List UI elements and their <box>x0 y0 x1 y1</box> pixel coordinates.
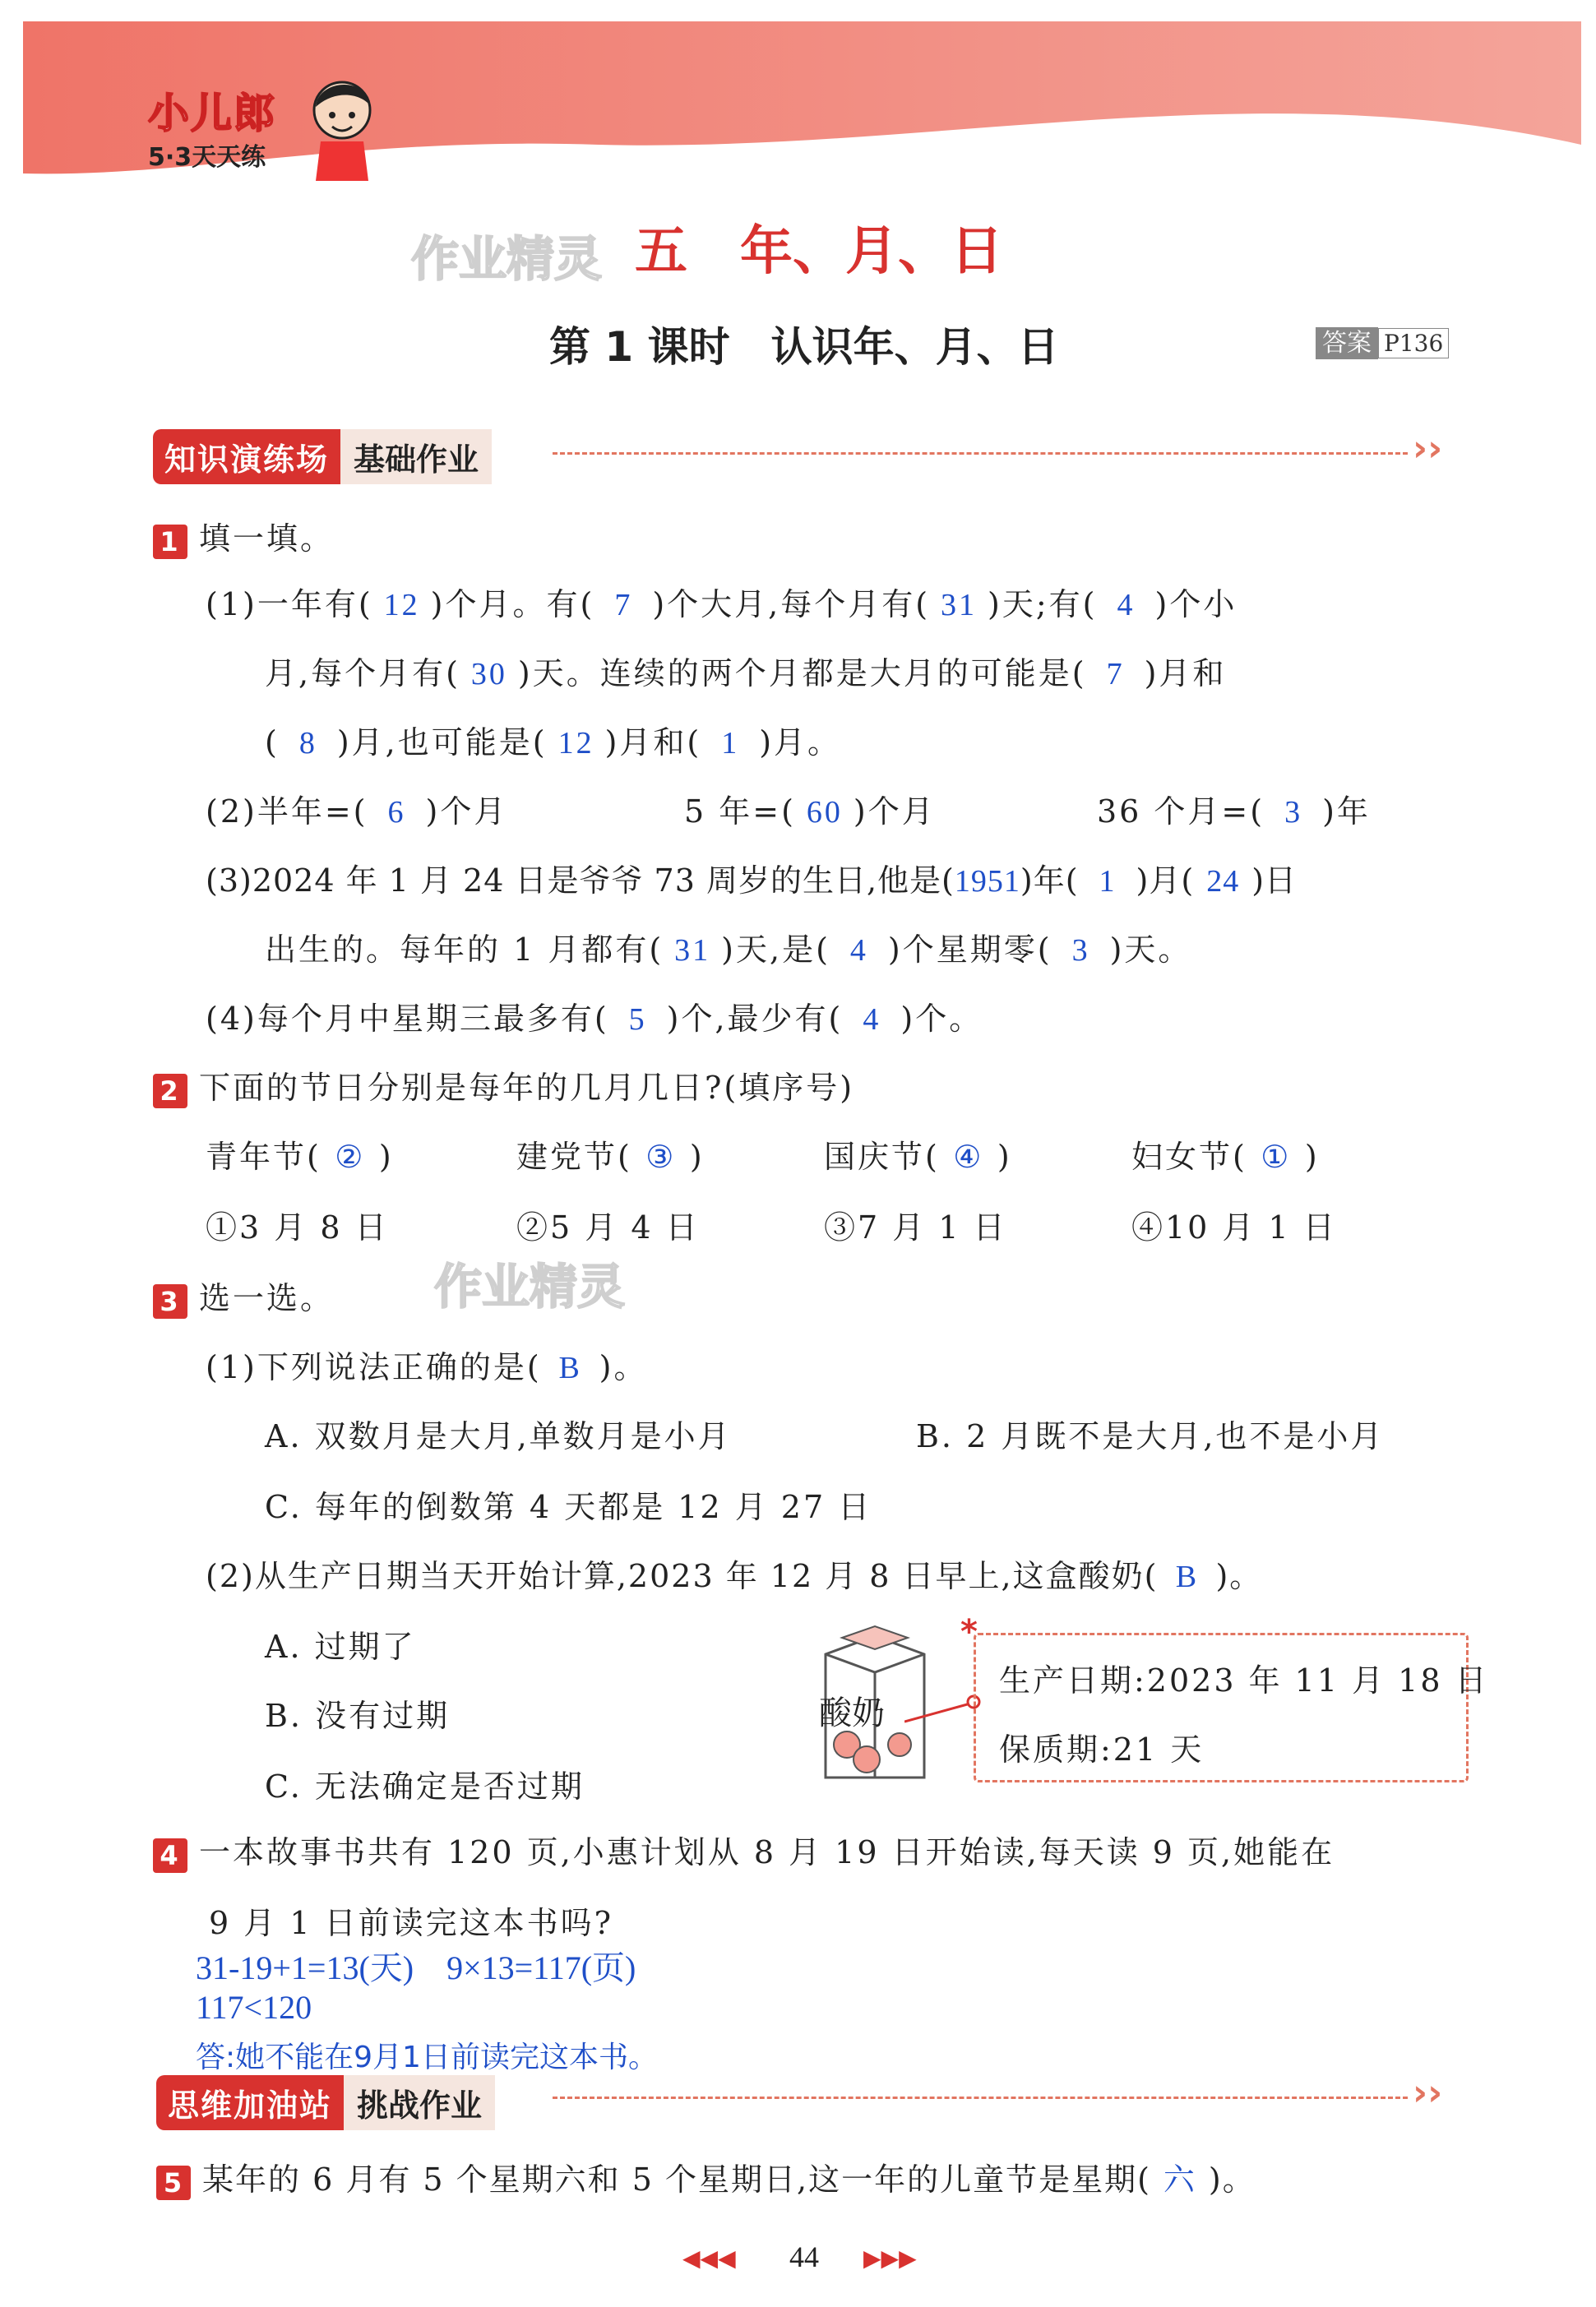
answer: 3 <box>1284 795 1303 830</box>
shelf-life: 保质期:21 天 <box>999 1731 1205 1768</box>
page-prev-arrows-icon: ◀◀◀ <box>682 2245 736 2272</box>
holiday-name: 青年节( <box>206 1139 322 1175</box>
choice-c: C. 无法确定是否过期 <box>265 1768 585 1805</box>
holiday-item <box>516 1131 705 1177</box>
text: )个大月,每个月有( <box>652 586 931 622</box>
answer: 24 <box>1206 864 1240 899</box>
answer: 1951 <box>954 864 1020 899</box>
text: )。 <box>1215 1558 1263 1594</box>
question-1-part-4 <box>206 993 983 1038</box>
holiday-name: 妇女节( <box>1131 1139 1247 1175</box>
text: (1)下列说法正确的是( <box>206 1349 542 1385</box>
text: (4)每个月中星期三最多有( <box>206 1001 609 1037</box>
product-info-box <box>974 1633 1489 1782</box>
text: )个。 <box>900 1001 983 1037</box>
question-number-badge: 4 <box>153 1838 187 1873</box>
text: 出生的。每年的 1 月都有( <box>265 932 664 968</box>
brand-logo-text: 小儿郎 <box>148 90 276 137</box>
text: )年 <box>1322 793 1371 830</box>
asterisk-icon: * <box>960 1613 978 1651</box>
date-option: ②5 月 4 日 <box>516 1209 700 1246</box>
answer: 4 <box>1117 588 1136 622</box>
answer: 12 <box>383 588 420 622</box>
question-1-part-2-b <box>684 786 936 831</box>
mascot-icon <box>309 76 375 183</box>
text: )个月 <box>425 793 508 830</box>
text: ) <box>378 1139 394 1175</box>
answer: 5 <box>628 1002 647 1037</box>
question-1-part-2 <box>206 786 507 831</box>
answer-ref <box>1316 322 1449 358</box>
question-prompt: 填一填。 <box>199 520 335 557</box>
text: )月,也可能是( <box>336 724 548 761</box>
text: 月,每个月有( <box>265 655 460 691</box>
holiday-item <box>1131 1131 1320 1177</box>
text: )天;有( <box>988 586 1098 622</box>
page-next-arrows-icon: ▶▶▶ <box>863 2245 917 2272</box>
holiday-name: 国庆节( <box>824 1139 940 1175</box>
answer-ref-label: 答案 <box>1316 327 1378 359</box>
answer: B <box>558 1351 582 1385</box>
text: )。 <box>1208 2161 1256 2198</box>
question-1-part-3-line-2 <box>265 924 1191 969</box>
text: )天。 <box>1109 932 1192 968</box>
unit-title: 五 年、月、日 <box>635 221 1003 282</box>
section-challenge-sub: 挑战作业 <box>344 2075 495 2130</box>
answer: ③ <box>645 1140 677 1175</box>
text: ( <box>265 724 280 761</box>
text: (2)半年=( <box>206 793 368 830</box>
answer: 8 <box>298 726 317 761</box>
text: ) <box>689 1139 705 1175</box>
answer: ① <box>1261 1140 1292 1175</box>
section-challenge-header <box>156 2075 495 2130</box>
question-prompt: 下面的节日分别是每年的几月几日?(填序号) <box>199 1070 855 1106</box>
text: )月。 <box>759 724 842 761</box>
chevron-right-icon: ›› <box>1413 2072 1443 2114</box>
section-basic-sub: 基础作业 <box>340 429 492 484</box>
text: )天。连续的两个月都是大月的可能是( <box>517 655 1087 691</box>
question-5 <box>156 2154 1256 2200</box>
answer: 7 <box>1106 657 1125 691</box>
text: (2)从生产日期当天开始计算,2023 年 12 月 8 日早上,这盒酸奶( <box>206 1558 1159 1594</box>
answer: 60 <box>806 795 843 830</box>
watermark: 作业精灵 <box>434 1259 626 1315</box>
carton-label: 酸奶 <box>819 1694 885 1732</box>
section-challenge-tag: 思维加油站 <box>156 2075 344 2130</box>
text: )个星期零( <box>887 932 1052 968</box>
question-3-sub-2 <box>206 1551 1262 1596</box>
question-1-part-1-line-2 <box>265 648 1226 693</box>
choice-b: B. 2 月既不是大月,也不是小月 <box>916 1418 1385 1454</box>
question-4-line-2: 9 月 1 日前读完这本书吗? <box>209 1905 613 1941</box>
answer-conclusion: 答:她不能在9月1日前读完这本书。 <box>196 2041 658 2074</box>
section-basic-tag: 知识演练场 <box>153 429 340 484</box>
text: )。 <box>599 1349 648 1385</box>
question-1-part-1-line-3 <box>265 717 841 762</box>
question-3-sub-1 <box>206 1342 647 1387</box>
text: )月( <box>1136 862 1195 899</box>
text: )日 <box>1251 862 1298 899</box>
question-2-header <box>153 1062 854 1108</box>
text: ) <box>997 1139 1012 1175</box>
question-1-part-2-c <box>1097 786 1371 831</box>
date-option: ④10 月 1 日 <box>1131 1209 1337 1246</box>
question-1-part-1-line-1 <box>206 579 1237 624</box>
question-number-badge: 2 <box>153 1074 187 1108</box>
answer: 31 <box>941 588 978 622</box>
text: (3)2024 年 1 月 24 日是爷爷 73 周岁的生日,他是( <box>206 862 955 899</box>
choice-a: A. 过期了 <box>265 1629 416 1665</box>
answer-ref-page: P136 <box>1378 328 1449 358</box>
question-text: 一本故事书共有 120 页,小惠计划从 8 月 19 日开始读,每天读 9 页,她能在 <box>199 1834 1335 1870</box>
answer: 4 <box>849 933 868 968</box>
text: 5 年=( <box>684 793 796 830</box>
question-1-header <box>153 513 334 559</box>
chevron-right-icon: ›› <box>1413 428 1443 469</box>
choice-c: C. 每年的倒数第 4 天都是 12 月 27 日 <box>265 1489 872 1525</box>
answer: 3 <box>1071 933 1090 968</box>
holiday-name: 建党节( <box>516 1139 632 1175</box>
choice-b: B. 没有过期 <box>265 1698 451 1734</box>
answer: 6 <box>387 795 406 830</box>
text: (1)一年有( <box>206 586 373 622</box>
brand-series: 5·3天天练 <box>148 143 266 172</box>
answer: 1 <box>721 726 740 761</box>
brand-logo <box>148 81 276 173</box>
date-option: ③7 月 1 日 <box>824 1209 1007 1246</box>
answer: 4 <box>863 1002 881 1037</box>
text: )个小 <box>1154 586 1237 622</box>
date-option: ①3 月 8 日 <box>206 1209 389 1246</box>
page-number: 44 <box>789 2240 819 2273</box>
production-date: 生产日期:2023 年 11 月 18 日 <box>999 1662 1489 1699</box>
question-number-badge: 5 <box>156 2166 191 2200</box>
text: )个,最少有( <box>666 1001 844 1037</box>
holiday-item <box>206 1131 394 1177</box>
text: )个月 <box>853 793 936 830</box>
lesson-title: 第 1 课时 认识年、月、日 <box>549 323 1059 371</box>
section-divider <box>553 452 1408 455</box>
text: )天,是( <box>721 932 830 968</box>
choice-a: A. 双数月是大月,单数月是小月 <box>265 1418 732 1454</box>
question-prompt: 选一选。 <box>199 1280 335 1316</box>
text: ) <box>1304 1139 1320 1175</box>
section-basic-header <box>153 429 492 484</box>
section-divider <box>553 2097 1408 2099</box>
answer: 31 <box>674 933 711 968</box>
text: 36 个月=( <box>1097 793 1265 830</box>
answer: 六 <box>1163 2163 1196 2198</box>
question-number-badge: 1 <box>153 525 187 559</box>
answer: 7 <box>614 588 633 622</box>
answer: ② <box>335 1140 366 1175</box>
text: )月和( <box>604 724 702 761</box>
watermark: 作业精灵 <box>411 231 603 287</box>
question-3-header <box>153 1273 334 1319</box>
answer: 30 <box>470 657 507 691</box>
question-1-part-3-line-1 <box>206 855 1297 900</box>
text: )月和 <box>1144 655 1227 691</box>
text: )个月。有( <box>430 586 595 622</box>
holiday-item <box>824 1131 1012 1177</box>
answer: 12 <box>557 726 594 761</box>
text: )年( <box>1020 862 1079 899</box>
answer: B <box>1175 1560 1199 1594</box>
question-4-line-1 <box>153 1827 1335 1873</box>
answer: ④ <box>953 1140 984 1175</box>
question-number-badge: 3 <box>153 1284 187 1319</box>
answer: 1 <box>1099 864 1116 899</box>
answer-work-2: 117<120 <box>196 1989 312 2026</box>
question-text: 某年的 6 月有 5 个星期六和 5 个星期日,这一年的儿童节是星期( <box>202 2161 1151 2198</box>
answer-work-1: 31-19+1=13(天) 9×13=117(页) <box>196 1949 636 1986</box>
